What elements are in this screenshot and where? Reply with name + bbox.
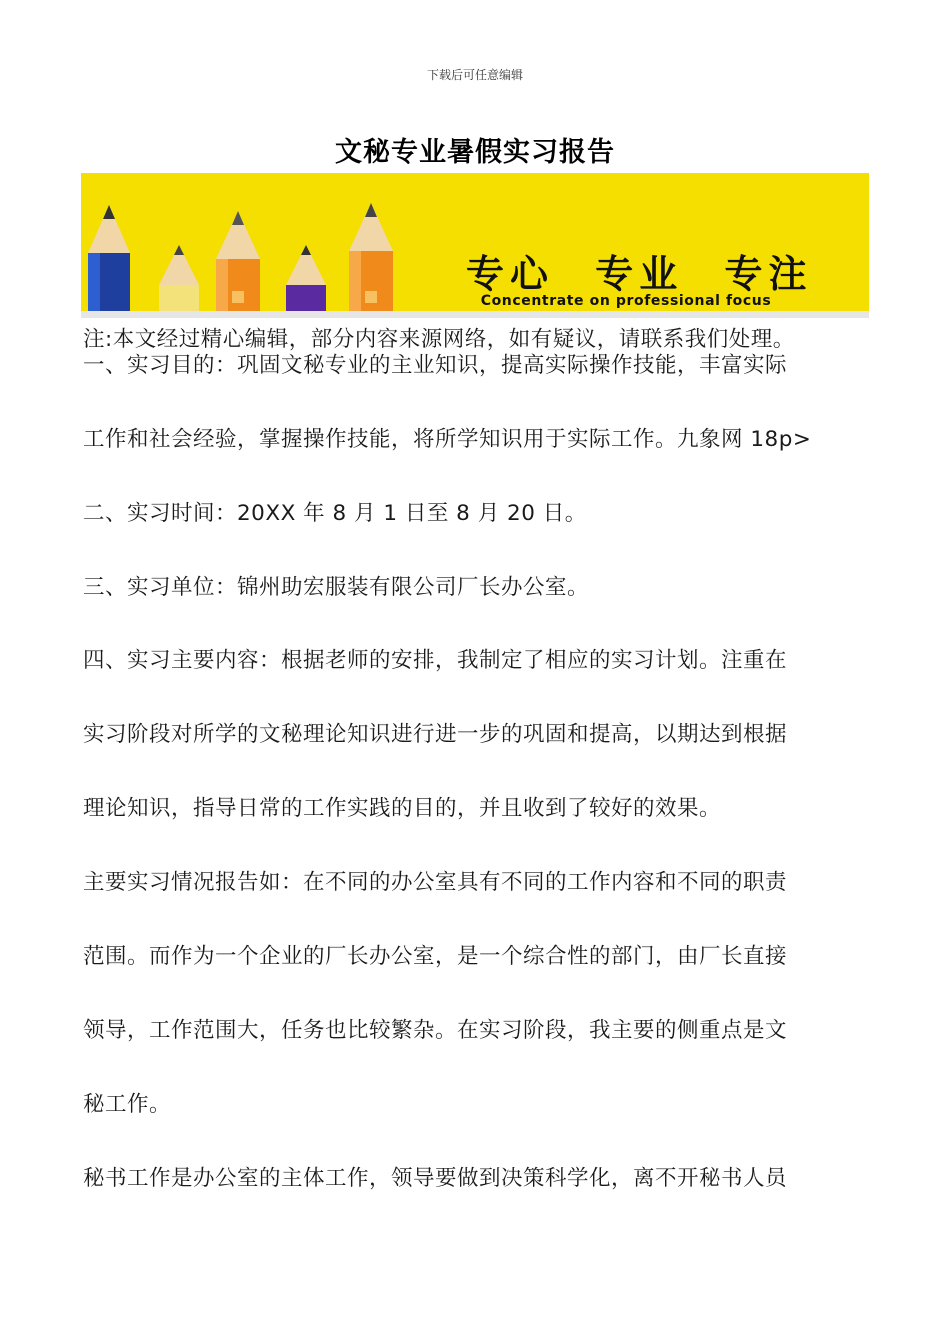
- body-line: 领导，工作范围大，任务也比较繁杂。在实习阶段，我主要的侧重点是文: [83, 1018, 788, 1043]
- pencil-orange-tall-icon: [349, 203, 393, 318]
- pencil-blue-icon: [88, 205, 130, 318]
- body-line: 秘书工作是办公室的主体工作，领导要做到决策科学化，离不开秘书人员: [83, 1166, 788, 1191]
- body-line: 三、实习单位：锦州助宏服装有限公司厂长办公室。: [83, 575, 590, 600]
- editor-note: 注:本文经过精心编辑，部分内容来源网络，如有疑议，请联系我们处理。: [83, 327, 795, 352]
- pencil-yellow-icon: [159, 245, 199, 318]
- body-line: 一、实习目的：巩固文秘专业的主业知识，提高实际操作技能，丰富实际: [83, 353, 788, 378]
- banner-slogan-subtitle: Concentrate on professional focus: [480, 293, 772, 309]
- pencil-orange-icon: [216, 211, 260, 318]
- banner-image: [81, 173, 869, 318]
- header-note: 下载后可任意编辑: [426, 68, 523, 82]
- body-line: 秘工作。: [83, 1092, 172, 1117]
- body-line: 工作和社会经验，掌握操作技能，将所学知识用于实际工作。九象网 18p>: [83, 427, 812, 452]
- body-line: 二、实习时间：20XX 年 8 月 1 日至 8 月 20 日。: [83, 501, 587, 526]
- body-line: 理论知识，指导日常的工作实践的目的，并且收到了较好的效果。: [83, 796, 722, 821]
- body-line: 主要实习情况报告如：在不同的办公室具有不同的工作内容和不同的职责: [83, 870, 788, 895]
- document-title: 文秘专业暑假实习报告: [335, 137, 615, 168]
- body-line: 范围。而作为一个企业的厂长办公室，是一个综合性的部门，由厂长直接: [83, 944, 788, 969]
- body-line: 实习阶段对所学的文秘理论知识进行进一步的巩固和提高，以期达到根据: [83, 722, 788, 747]
- body-line: 四、实习主要内容：根据老师的安排，我制定了相应的实习计划。注重在: [83, 648, 788, 673]
- banner-slogan: 专心 专业 专注: [466, 252, 813, 296]
- pencil-purple-icon: [286, 245, 326, 318]
